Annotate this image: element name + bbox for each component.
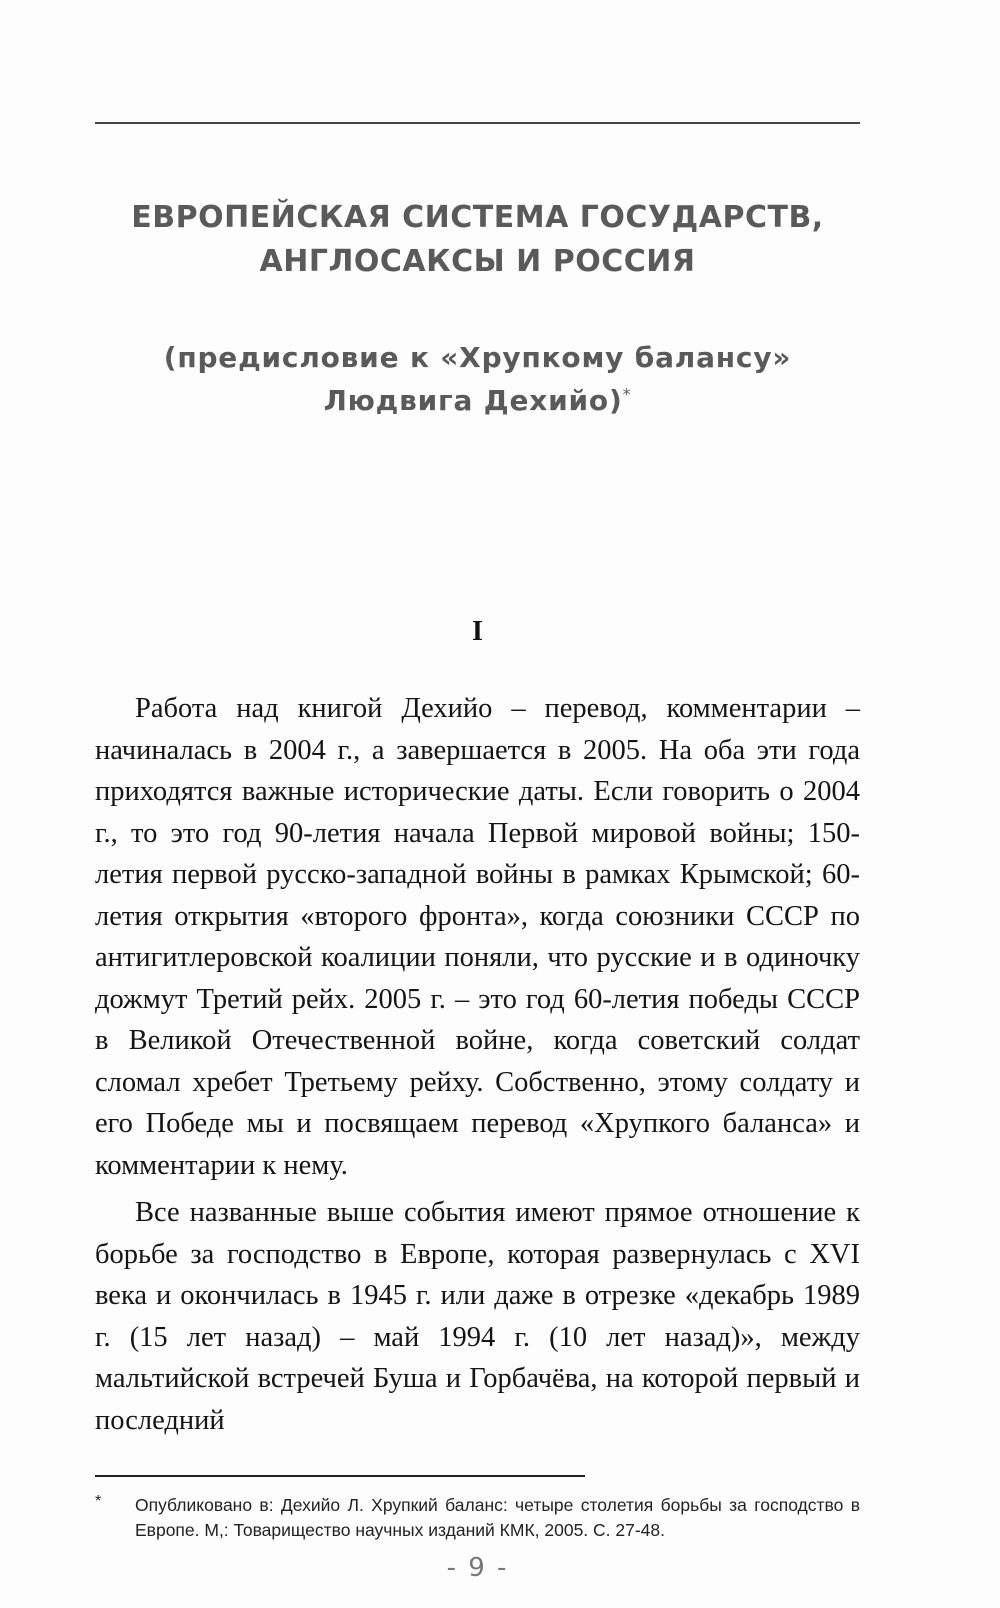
- footnote-rule: [95, 1475, 585, 1477]
- footnote: [95, 1493, 860, 1543]
- paragraph-1: Работа над книгой Дехийо – перевод, комментарии – начиналась в 2004 г., а завершается в 2005. На оба эти года приходятся важные исторические даты. Если говорить о 2004 г., то это год 90-летия начала Первой мировой войны; 150-летия первой русско-западной войны в рамках Крымской; 60-летия открытия «второго фронта», когда союзники СССР по антигитлеровской коалиции поняли, что русские и в одиночку дожмут Третий рейх. 2005 г. – это год 60-летия победы СССР в Великой Отечественной войне, когда советский солдат сломал хребет Третьему рейху. Собственно, этому солдату и его Победе мы и посвящаем перевод «Хрупкого баланса» и комментарии к нему.: [95, 693, 860, 1181]
- chapter-title: [95, 196, 860, 284]
- chapter-title-line-1: ЕВРОПЕЙСКАЯ СИСТЕМА ГОСУДАРСТВ,: [131, 200, 824, 235]
- body-text: [95, 688, 860, 1441]
- chapter-subtitle-line-2-text: Людвига Дехийо): [323, 384, 623, 417]
- chapter-title-line-2: АНГЛОСАКСЫ И РОССИЯ: [259, 244, 696, 279]
- page-number: - 9 -: [446, 1553, 509, 1583]
- section-number: I: [472, 616, 483, 647]
- footnote-text: Опубликовано в: Дехийо Л. Хрупкий баланс: четыре столетия борьбы за господство в Европе. М,: Товарищество научных изданий КМК, 2005. С. 27-48.: [135, 1495, 860, 1540]
- paragraph-2: Все названные выше события имеют прямое отношение к борьбе за господство в Европе, которая развернулась с XVI века и окончилась в 1945 г. или даже в отрезке «декабрь 1989 г. (15 лет назад) – май 1994 г. (10 лет назад)», между мальтийской встречей Буша и Горбачёва, на которой первый и последний: [95, 1197, 860, 1436]
- chapter-subtitle-line-2: [95, 379, 860, 422]
- header-rule: [95, 122, 860, 124]
- chapter-subtitle-line-1: (предисловие к «Хрупкому балансу»: [163, 341, 792, 374]
- footnote-marker: *: [95, 1493, 102, 1510]
- footnote-reference-marker: *: [622, 384, 632, 404]
- chapter-subtitle: [95, 336, 860, 422]
